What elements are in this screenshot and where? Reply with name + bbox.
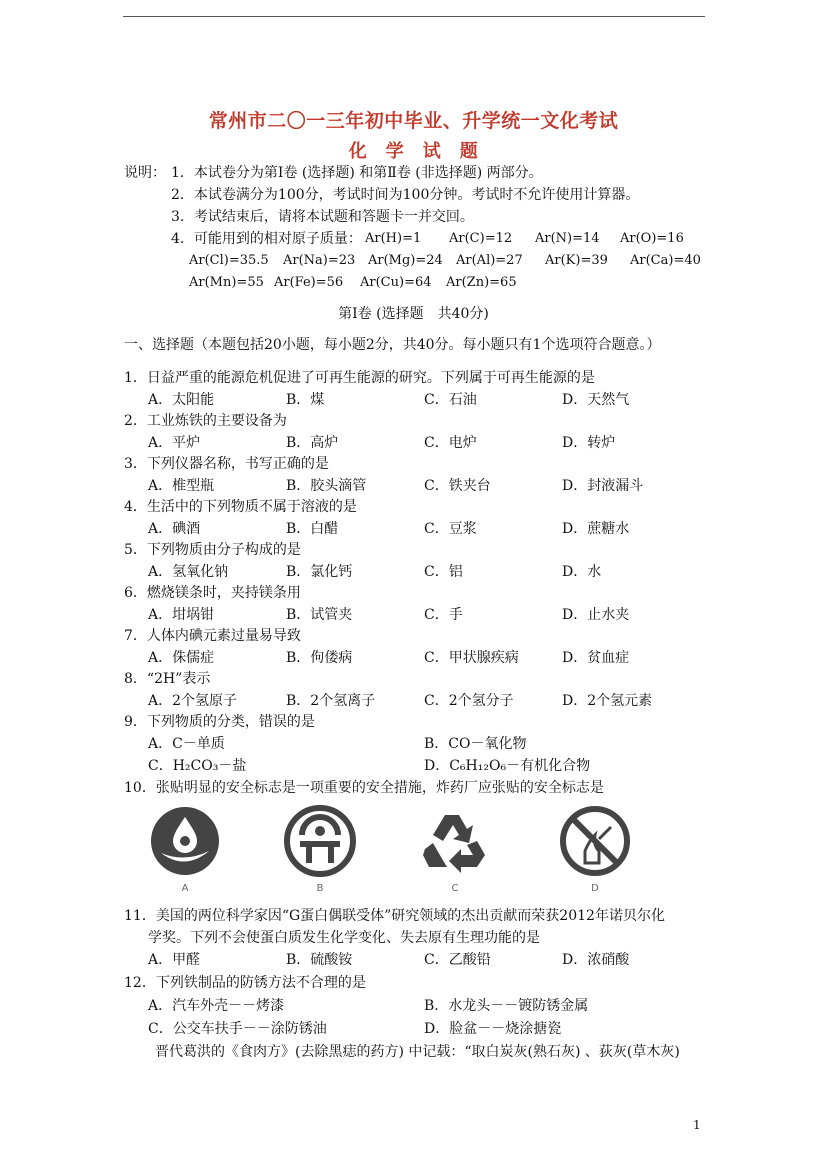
option: C．公交车扶手－－涂防锈油 <box>148 1021 327 1037</box>
atomic-mass: Ar(Cu)=64 <box>360 275 432 290</box>
question-stem: 5．下列物质由分子构成的是 <box>124 542 301 558</box>
option: A．碘酒 <box>148 521 201 537</box>
option: D．水 <box>562 564 602 580</box>
option: A．甲醛 <box>148 952 201 968</box>
recycle-icon <box>415 805 495 900</box>
question-stem: 8．“2H”表示 <box>124 671 211 687</box>
atomic-mass: Ar(Mg)=24 <box>368 253 443 268</box>
option: A．平炉 <box>148 435 201 451</box>
pressure-sign-icon <box>280 805 360 900</box>
exam-subtitle: 化 学 试 题 <box>348 141 479 162</box>
atomic-mass: Ar(N)=14 <box>535 231 600 246</box>
part-heading: 第Ⅰ卷 (选择题 共40分) <box>338 306 489 322</box>
atomic-mass: Ar(H)=1 <box>365 231 422 246</box>
option: A．坩埚钳 <box>148 607 215 623</box>
option: B．氯化钙 <box>286 564 353 580</box>
option: B．硫酸铵 <box>286 952 353 968</box>
note-item: 4．可能用到的相对原子质量： <box>171 231 362 247</box>
option: C．手 <box>424 607 463 623</box>
option: D．转炉 <box>562 435 616 451</box>
option: A．汽车外壳－－烤漆 <box>148 998 285 1014</box>
option: C．甲状腺疾病 <box>424 650 519 666</box>
option: D．天然气 <box>562 392 630 408</box>
atomic-mass: Ar(C)=12 <box>449 231 513 246</box>
option: C．乙酸铅 <box>424 952 491 968</box>
option: D．蔗糖水 <box>562 521 630 537</box>
option: B．水龙头－－镀防锈金属 <box>424 998 589 1014</box>
option: D．C₆H₁₂O₆－有机化合物 <box>424 758 591 774</box>
option: D．贫血症 <box>562 650 630 666</box>
question-stem: 10．张贴明显的安全标志是一项重要的安全措施，炸药厂应张贴的安全标志是 <box>124 780 604 796</box>
note-item: 2．本试卷满分为100分，考试时间为100分钟。考试时不允许使用计算器。 <box>171 187 640 203</box>
option: B．煤 <box>286 392 325 408</box>
atomic-mass: Ar(Ca)=40 <box>630 253 701 268</box>
header-rule <box>123 16 705 17</box>
question-intro: 晋代葛洪的《食肉方》(去除黑痣的药方) 中记载：“取白炭灰(熟石灰) 、荻灰(草木灰) <box>155 1044 680 1060</box>
question-stem: 11．美国的两位科学家因“G蛋白偶联受体”研究领域的杰出贡献而荣获2012年诺贝尔化 <box>124 908 665 924</box>
section-heading: 一、选择题（本题包括20小题，每小题2分，共40分。每小题只有1个选项符合题意。） <box>124 337 661 353</box>
option: B．胶头滴管 <box>286 478 367 494</box>
question-stem: 4．生活中的下列物质不属于溶液的是 <box>124 499 357 515</box>
question-stem: 2．工业炼铁的主要设备为 <box>124 413 287 429</box>
option: C．石油 <box>424 392 477 408</box>
option: C．电炉 <box>424 435 477 451</box>
sign-label: C <box>451 883 459 894</box>
no-fire-icon <box>555 805 635 900</box>
option: C．豆浆 <box>424 521 477 537</box>
question-stem: 9．下列物质的分类，错误的是 <box>124 714 315 730</box>
atomic-mass: Ar(K)=39 <box>545 253 608 268</box>
option: B．试管夹 <box>286 607 353 623</box>
option: C．2个氢分子 <box>424 693 514 709</box>
option: B．白醋 <box>286 521 339 537</box>
atomic-mass: Ar(Zn)=65 <box>446 275 517 290</box>
option: A．侏儒症 <box>148 650 215 666</box>
option: D．止水夹 <box>562 607 630 623</box>
atomic-mass: Ar(Mn)=55 <box>189 275 264 290</box>
exam-title: 常州市二〇一三年初中毕业、升学统一文化考试 <box>208 110 619 132</box>
option: B．高炉 <box>286 435 339 451</box>
note-item: 3．考试结束后，请将本试题和答题卡一并交回。 <box>171 209 474 225</box>
option: C．铝 <box>424 564 463 580</box>
question-stem: 6．燃烧镁条时，夹持镁条用 <box>124 585 301 601</box>
sign-label: A <box>181 883 189 894</box>
option: B．2个氢离子 <box>286 693 376 709</box>
question-stem: 1．日益严重的能源危机促进了可再生能源的研究。下列属于可再生能源的是 <box>124 370 595 386</box>
option: D．封液漏斗 <box>562 478 644 494</box>
option: D．2个氢元素 <box>562 693 653 709</box>
question-stem: 12．下列铁制品的防锈方法不合理的是 <box>124 975 366 991</box>
note-item: 1．本试卷分为第Ⅰ卷 (选择题) 和第Ⅱ卷 (非选择题) 两部分。 <box>171 165 543 181</box>
option: D．浓硝酸 <box>562 952 630 968</box>
option: B．佝偻病 <box>286 650 353 666</box>
option: A．2个氢原子 <box>148 693 238 709</box>
option: C．铁夹台 <box>424 478 491 494</box>
option: A．椎型瓶 <box>148 478 215 494</box>
question-stem: 3．下列仪器名称，书写正确的是 <box>124 456 329 472</box>
sign-label: B <box>316 883 324 894</box>
atomic-mass: Ar(Al)=27 <box>456 253 523 268</box>
atomic-mass: Ar(Fe)=56 <box>274 275 344 290</box>
notes-label: 说明： <box>124 165 166 181</box>
atomic-mass: Ar(Cl)=35.5 <box>189 253 269 268</box>
option: A．C－单质 <box>148 736 225 752</box>
sign-label: D <box>591 883 599 894</box>
option: C．H₂CO₃－盐 <box>148 758 247 774</box>
page-number: 1 <box>693 1118 701 1132</box>
option: B．CO－氧化物 <box>424 736 527 752</box>
question-stem: 7．人体内碘元素过量易导致 <box>124 628 301 644</box>
water-sign-icon <box>145 805 225 900</box>
atomic-mass: Ar(O)=16 <box>620 231 684 246</box>
question-stem-continued: 学奖。下列不会使蛋白质发生化学变化、失去原有生理功能的是 <box>148 930 540 946</box>
atomic-mass: Ar(Na)=23 <box>283 253 356 268</box>
option: D．脸盆－－烧涂搪瓷 <box>424 1021 562 1037</box>
safety-signs <box>0 805 827 900</box>
option: A．太阳能 <box>148 392 215 408</box>
option: A．氢氧化钠 <box>148 564 229 580</box>
